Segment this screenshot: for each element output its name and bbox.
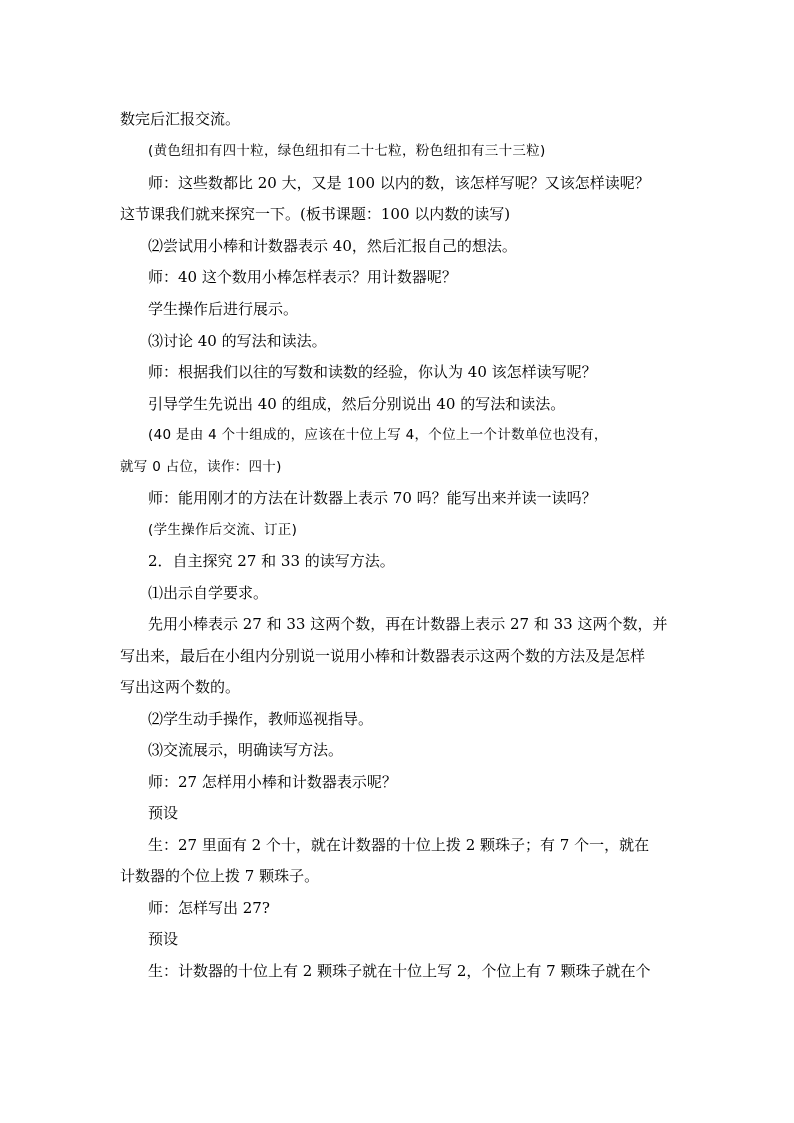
text-line: 就写 0 占位，读作：四十) (120, 459, 282, 475)
text-line: 师：27 怎样用小棒和计数器表示呢？ (148, 773, 397, 791)
text-line: 师：怎样写出 27? (148, 899, 270, 917)
text-line: ⑵学生动手操作，教师巡视指导。 (148, 710, 374, 728)
text-line: 写出这两个数的。 (120, 678, 241, 696)
text-line: ⑴出示自学要求。 (148, 584, 269, 602)
text-line: 师：根据我们以往的写数和读数的经验，你认为 40 该怎样读写呢？ (148, 363, 597, 381)
text-line: (学生操作后交流、订正) (148, 522, 298, 538)
text-line: 2．自主探究 27 和 33 的读写方法。 (148, 552, 395, 570)
text-line: 数完后汇报交流。 (120, 110, 241, 128)
text-line: ⑶讨论 40 的写法和读法。 (148, 332, 327, 350)
text-line: ⑵尝试用小棒和计数器表示 40，然后汇报自己的想法。 (148, 237, 517, 255)
text-line: 学生操作后进行展示。 (148, 300, 299, 318)
text-line: 先用小棒表示 27 和 33 这两个数，再在计数器上表示 27 和 33 这两个数，并 (148, 615, 668, 633)
text-line: 预设 (148, 804, 179, 822)
text-line: 引导学生先说出 40 的组成，然后分别说出 40 的写法和读法。 (148, 395, 566, 413)
text-line: 生：27 里面有 2 个十，就在计数器的十位上拨 2 颗珠子；有 7 个一，就在 (148, 836, 650, 854)
text-line: (40 是由 4 个十组成的，应该在十位上写 4，个位上一个计数单位也没有， (148, 427, 608, 443)
text-line: 生：计数器的十位上有 2 颗珠子就在十位上写 2，个位上有 7 颗珠子就在个 (148, 962, 651, 980)
text-line: 师：这些数都比 20 大，又是 100 以内的数，该怎样写呢？又该怎样读呢？ (148, 174, 650, 192)
text-line: 这节课我们就来探究一下。(板书课题：100 以内数的读写) (120, 205, 511, 223)
text-line: ⑶交流展示，明确读写方法。 (148, 741, 344, 759)
text-line: 写出来，最后在小组内分别说一说用小棒和计数器表示这两个数的方法及是怎样 (120, 647, 646, 665)
text-line: 预设 (148, 930, 179, 948)
text-line: 师：能用刚才的方法在计数器上表示 70 吗？能写出来并读一读吗？ (148, 489, 597, 507)
text-line: 计数器的个位上拨 7 颗珠子。 (120, 867, 320, 885)
text-line: 师：40 这个数用小棒怎样表示？用计数器呢？ (148, 268, 457, 286)
text-line: (黄色纽扣有四十粒，绿色纽扣有二十七粒，粉色纽扣有三十三粒) (148, 143, 546, 159)
